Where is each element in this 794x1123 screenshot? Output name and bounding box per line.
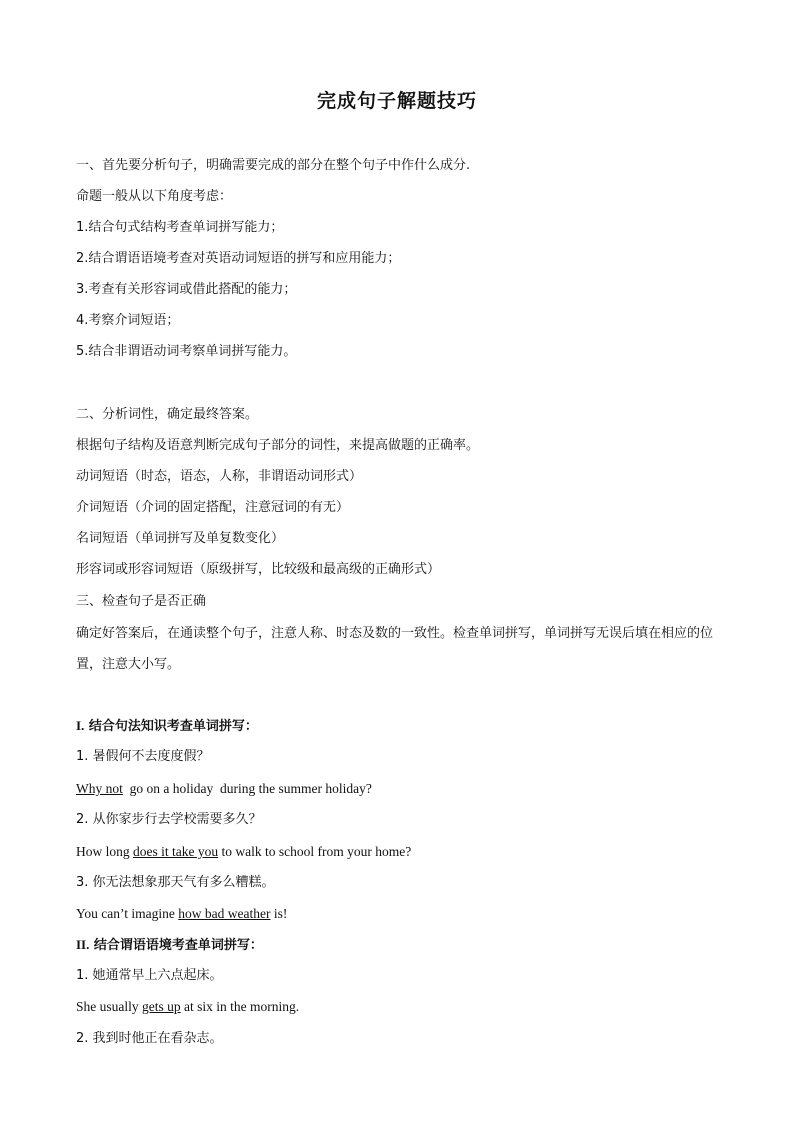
part2-roman: II. bbox=[76, 937, 90, 952]
sentence-text: You can’t imagine bbox=[76, 906, 179, 921]
part1-q2-chinese: 2. 从你家步行去学校需要多久？ bbox=[76, 812, 262, 827]
part1-q2-english bbox=[76, 842, 411, 862]
sentence-text: at six in the morning. bbox=[180, 999, 300, 1014]
answer-blank: does it take you bbox=[133, 844, 219, 859]
section2-intro: 根据句子结构及语意判断完成句子部分的词性，来提高做题的正确率。 bbox=[76, 438, 480, 453]
section2-item: 形容词或形容词短语（原级拼写，比较级和最高级的正确形式） bbox=[76, 562, 441, 577]
sentence-text: How long bbox=[76, 844, 133, 859]
document-title: 完成句子解题技巧 bbox=[316, 90, 477, 112]
part1-q1-chinese: 1. 暑假何不去度度假？ bbox=[76, 749, 210, 764]
section1-point: 2.结合谓语语境考查对英语动词短语的拼写和应用能力； bbox=[76, 251, 401, 266]
section1-point: 1.结合句式结构考查单词拼写能力； bbox=[76, 220, 284, 235]
section2-item: 介词短语（介词的固定搭配，注意冠词的有无） bbox=[76, 500, 350, 515]
part1-q3-chinese: 3. 你无法想象那天气有多么糟糕。 bbox=[76, 875, 275, 890]
section3-body: 确定好答案后，在通读整个句子，注意人称、时态及数的一致性。检查单词拼写，单词拼写无误后填在相应的位置，注意大小写。 bbox=[76, 626, 714, 672]
section2-heading: 二、分析词性，确定最终答案。 bbox=[76, 407, 259, 422]
sentence-text: is! bbox=[270, 906, 288, 921]
answer-blank: gets up bbox=[142, 999, 181, 1014]
part1-q3-english bbox=[76, 904, 287, 924]
part1-heading bbox=[76, 716, 258, 737]
section1-point: 3.考查有关形容词或借此搭配的能力； bbox=[76, 282, 297, 297]
section2-item: 动词短语（时态，语态，人称，非谓语动词形式） bbox=[76, 469, 363, 484]
section1-heading: 一、首先要分析句子，明确需要完成的部分在整个句子中作什么成分. bbox=[76, 158, 471, 173]
part2-q1-chinese: 1. 她通常早上六点起床。 bbox=[76, 968, 223, 983]
section1-point: 4.考察介词短语； bbox=[76, 313, 180, 328]
part2-q2-chinese: 2. 我到时他正在看杂志。 bbox=[76, 1031, 223, 1046]
section1-intro: 命题一般从以下角度考虑： bbox=[76, 189, 233, 204]
section3-heading: 三、检查句子是否正确 bbox=[76, 594, 207, 609]
answer-blank: how bad weather bbox=[178, 906, 271, 921]
part1-roman: I. bbox=[76, 718, 85, 733]
part1-heading-text: 结合句法知识考查单词拼写： bbox=[88, 719, 258, 734]
sentence-text: go on a holiday during the summer holiday? bbox=[122, 781, 372, 796]
part2-heading-text: 结合谓语语境考查单词拼写： bbox=[93, 938, 263, 953]
section1-point: 5.结合非谓语动词考察单词拼写能力。 bbox=[76, 344, 297, 359]
sentence-text: She usually bbox=[76, 999, 142, 1014]
part2-q1-english bbox=[76, 997, 299, 1017]
part1-q1-english bbox=[76, 779, 372, 799]
answer-blank: Why not bbox=[76, 781, 123, 796]
section2-item: 名词短语（单词拼写及单复数变化） bbox=[76, 531, 285, 546]
part2-heading bbox=[76, 935, 263, 956]
sentence-text: to walk to school from your home? bbox=[218, 844, 412, 859]
